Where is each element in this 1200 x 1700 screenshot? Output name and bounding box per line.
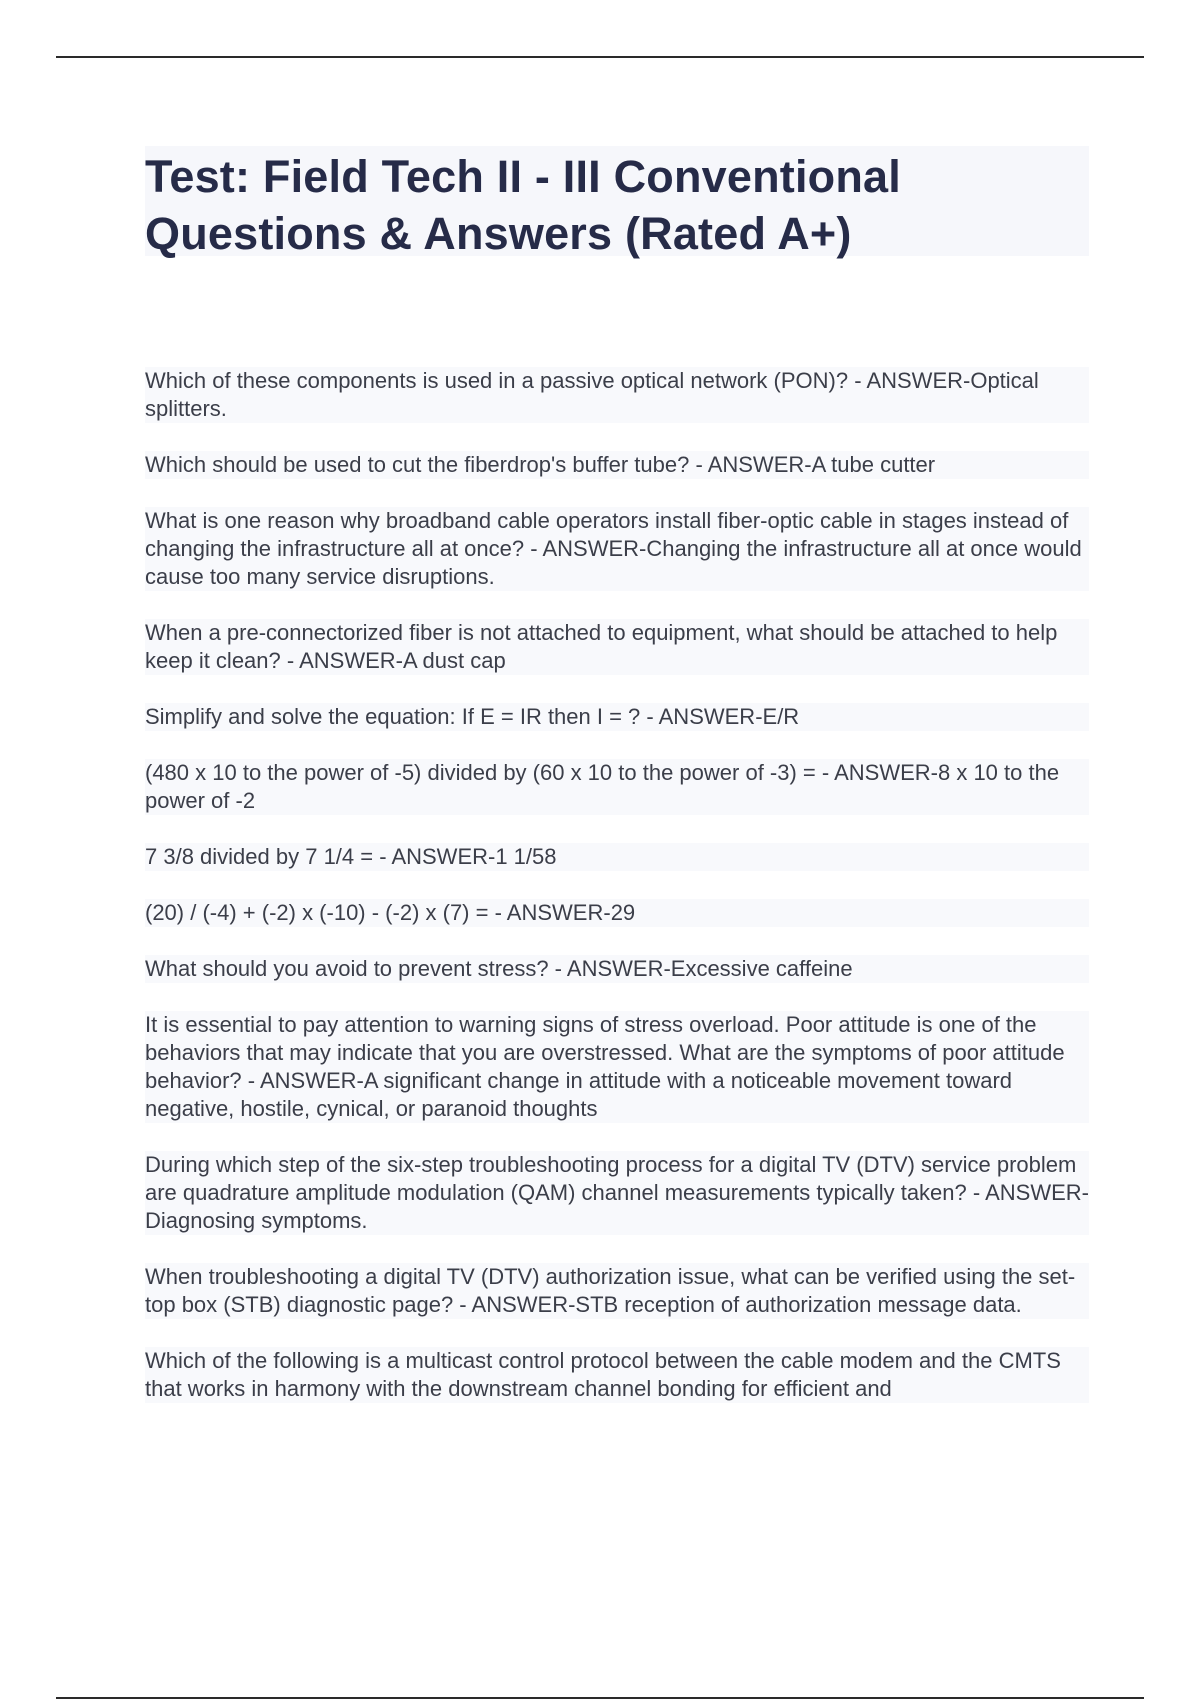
qa-item: (480 x 10 to the power of -5) divided by (60 x 10 to the power of -3) = - ANSWER-8 x 10 to the power of -2 [145, 759, 1089, 815]
qa-item: Which of these components is used in a passive optical network (PON)? - ANSWER-Optical splitters. [145, 367, 1089, 423]
qa-item: Simplify and solve the equation: If E = IR then I = ? - ANSWER-E/R [145, 703, 1089, 731]
document-title: Test: Field Tech II - III Conventional Questions & Answers (Rated A+) [145, 151, 901, 259]
top-rule [56, 56, 1144, 58]
qa-item: 7 3/8 divided by 7 1/4 = - ANSWER-1 1/58 [145, 843, 1089, 871]
qa-item: What should you avoid to prevent stress? - ANSWER-Excessive caffeine [145, 955, 1089, 983]
qa-item: It is essential to pay attention to warning signs of stress overload. Poor attitude is one of the behaviors that may indicate that you are overstressed. What are the symptoms of poor attitude behavior? - ANSWER-A significant change in attitude with a noticeable movement toward negative, hostile, cynical, or paranoid thoughts [145, 1011, 1089, 1123]
qa-list [145, 367, 1089, 1431]
qa-item: What is one reason why broadband cable operators install fiber-optic cable in stages instead of changing the infrastructure all at once? - ANSWER-Changing the infrastructure all at once would cause too many service disruptions. [145, 507, 1089, 591]
qa-item: When troubleshooting a digital TV (DTV) authorization issue, what can be verified using the set-top box (STB) diagnostic page? - ANSWER-STB reception of authorization message data. [145, 1263, 1089, 1319]
qa-item: Which should be used to cut the fiberdrop's buffer tube? - ANSWER-A tube cutter [145, 451, 1089, 479]
qa-item: During which step of the six-step troubleshooting process for a digital TV (DTV) service problem are quadrature amplitude modulation (QAM) channel measurements typically taken? - ANSWER-Diagnosing symptoms. [145, 1152, 1089, 1233]
title-block [145, 146, 1089, 259]
bottom-rule [56, 1697, 1144, 1699]
qa-item: (20) / (-4) + (-2) x (-10) - (-2) x (7) = - ANSWER-29 [145, 899, 1089, 927]
qa-item: Which of the following is a multicast control protocol between the cable modem and the CMTS that works in harmony with the downstream channel bonding for efficient and [145, 1347, 1089, 1403]
qa-item: When a pre-connectorized fiber is not attached to equipment, what should be attached to help keep it clean? - ANSWER-A dust cap [145, 619, 1089, 675]
